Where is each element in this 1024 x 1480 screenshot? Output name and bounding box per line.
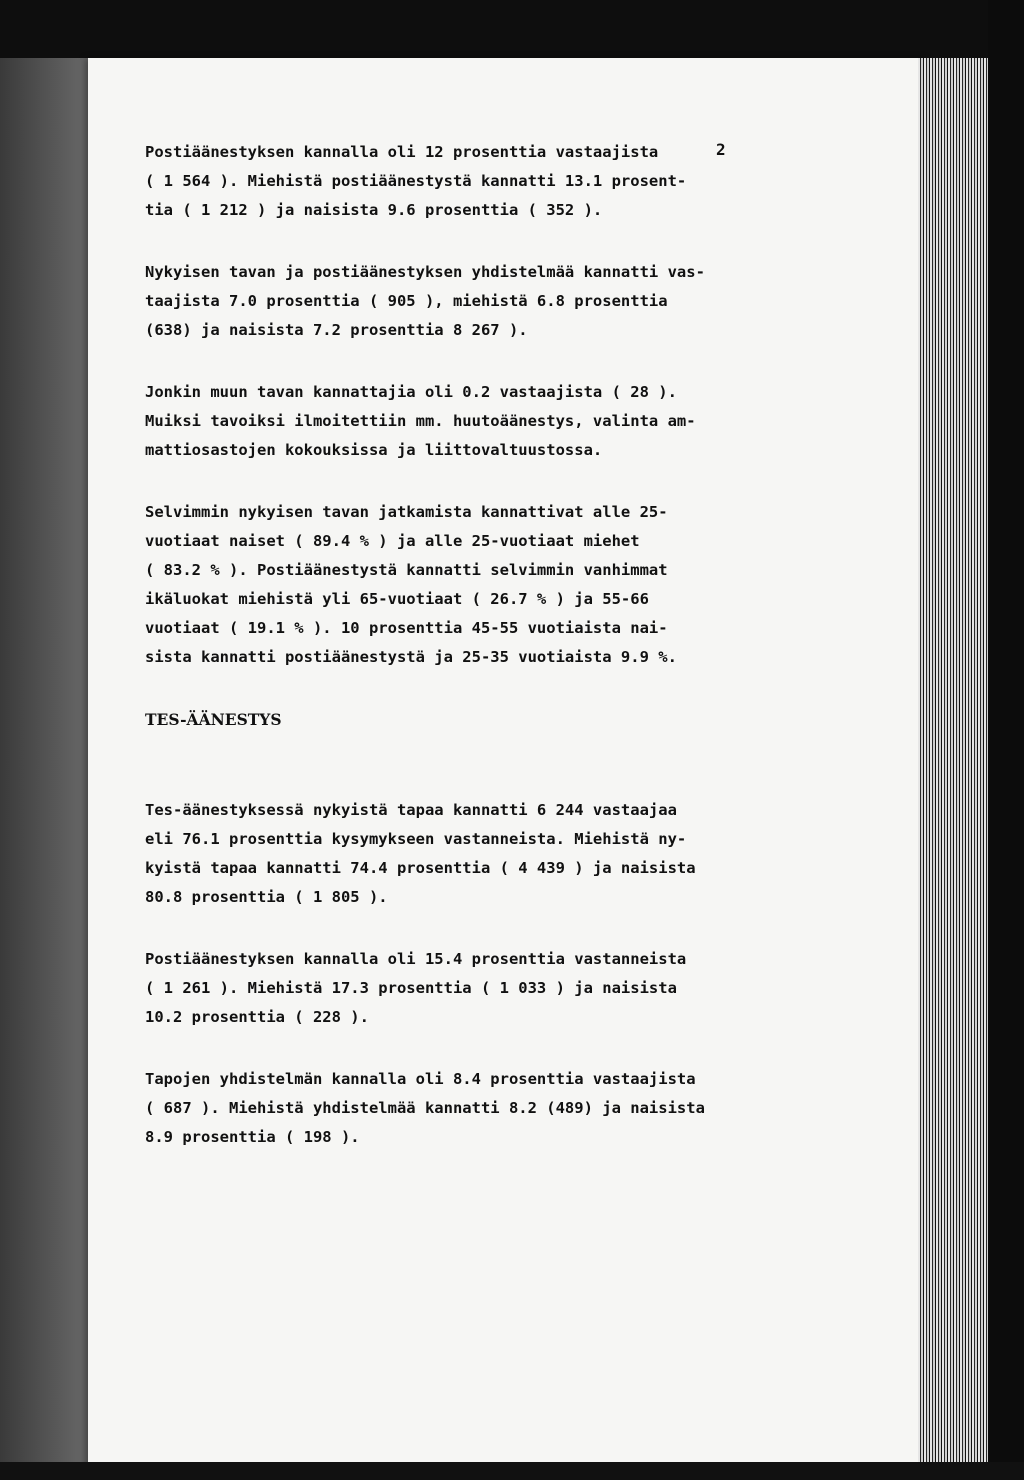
text-line: ( 1 564 ). Miehistä postiäänestystä kannatti 13.1 prosent- — [145, 172, 687, 190]
text-line: Tes-äänestyksessä nykyistä tapaa kannatti 6 244 vastaajaa — [145, 801, 677, 819]
text-line: Jonkin muun tavan kannattajia oli 0.2 vastaajista ( 28 ). — [145, 383, 677, 401]
paragraph — [145, 796, 745, 912]
text-line: Muiksi tavoiksi ilmoitettiin mm. huutoäänestys, valinta am- — [145, 412, 696, 430]
previous-page-edge — [0, 58, 92, 1480]
document-page — [88, 58, 928, 1480]
stacked-page-edges — [918, 58, 988, 1480]
paragraph — [145, 498, 745, 672]
text-line: kyistä tapaa kannatti 74.4 prosenttia ( 4 439 ) ja naisista — [145, 859, 696, 877]
section-heading — [145, 705, 745, 734]
paragraph — [145, 258, 745, 345]
text-line: sista kannatti postiäänestystä ja 25-35 vuotiaista 9.9 %. — [145, 648, 677, 666]
page-number: 2 — [716, 140, 726, 159]
text-line: ( 687 ). Miehistä yhdistelmää kannatti 8.2 (489) ja naisista — [145, 1099, 705, 1117]
section-heading-text: TES-ÄÄNESTYS — [145, 710, 282, 729]
text-line: Nykyisen tavan ja postiäänestyksen yhdistelmää kannatti vas- — [145, 263, 705, 281]
text-line: vuotiaat ( 19.1 % ). 10 prosenttia 45-55 vuotiaista nai- — [145, 619, 668, 637]
scan-top-background — [0, 0, 1024, 58]
text-line: taajista 7.0 prosenttia ( 905 ), miehistä 6.8 prosenttia — [145, 292, 668, 310]
text-line: 8.9 prosenttia ( 198 ). — [145, 1128, 360, 1146]
paragraph — [145, 945, 745, 1032]
text-line: Postiäänestyksen kannalla oli 15.4 prosenttia vastanneista — [145, 950, 687, 968]
text-line: eli 76.1 prosenttia kysymykseen vastanneista. Miehistä ny- — [145, 830, 687, 848]
paragraph — [145, 1065, 745, 1152]
text-line: ( 83.2 % ). Postiäänestystä kannatti selvimmin vanhimmat — [145, 561, 668, 579]
paragraph — [145, 138, 745, 225]
text-line: ikäluokat miehistä yli 65-vuotiaat ( 26.7 % ) ja 55-66 — [145, 590, 649, 608]
text-line: Postiäänestyksen kannalla oli 12 prosenttia vastaajista — [145, 143, 659, 161]
text-line: 10.2 prosenttia ( 228 ). — [145, 1008, 369, 1026]
text-line: vuotiaat naiset ( 89.4 % ) ja alle 25-vuotiaat miehet — [145, 532, 640, 550]
text-line: Tapojen yhdistelmän kannalla oli 8.4 prosenttia vastaajista — [145, 1070, 696, 1088]
text-line: ( 1 261 ). Miehistä 17.3 prosenttia ( 1 033 ) ja naisista — [145, 979, 677, 997]
scan-bottom-background — [0, 1462, 1024, 1480]
text-line: (638) ja naisista 7.2 prosenttia 8 267 ). — [145, 321, 528, 339]
document-body — [145, 138, 745, 1152]
text-line: mattiosastojen kokouksissa ja liittovaltuustossa. — [145, 441, 603, 459]
scan-right-background — [988, 0, 1024, 1480]
text-line: Selvimmin nykyisen tavan jatkamista kannattivat alle 25- — [145, 503, 668, 521]
paragraph — [145, 378, 745, 465]
text-line: tia ( 1 212 ) ja naisista 9.6 prosenttia ( 352 ). — [145, 201, 603, 219]
text-line: 80.8 prosenttia ( 1 805 ). — [145, 888, 388, 906]
